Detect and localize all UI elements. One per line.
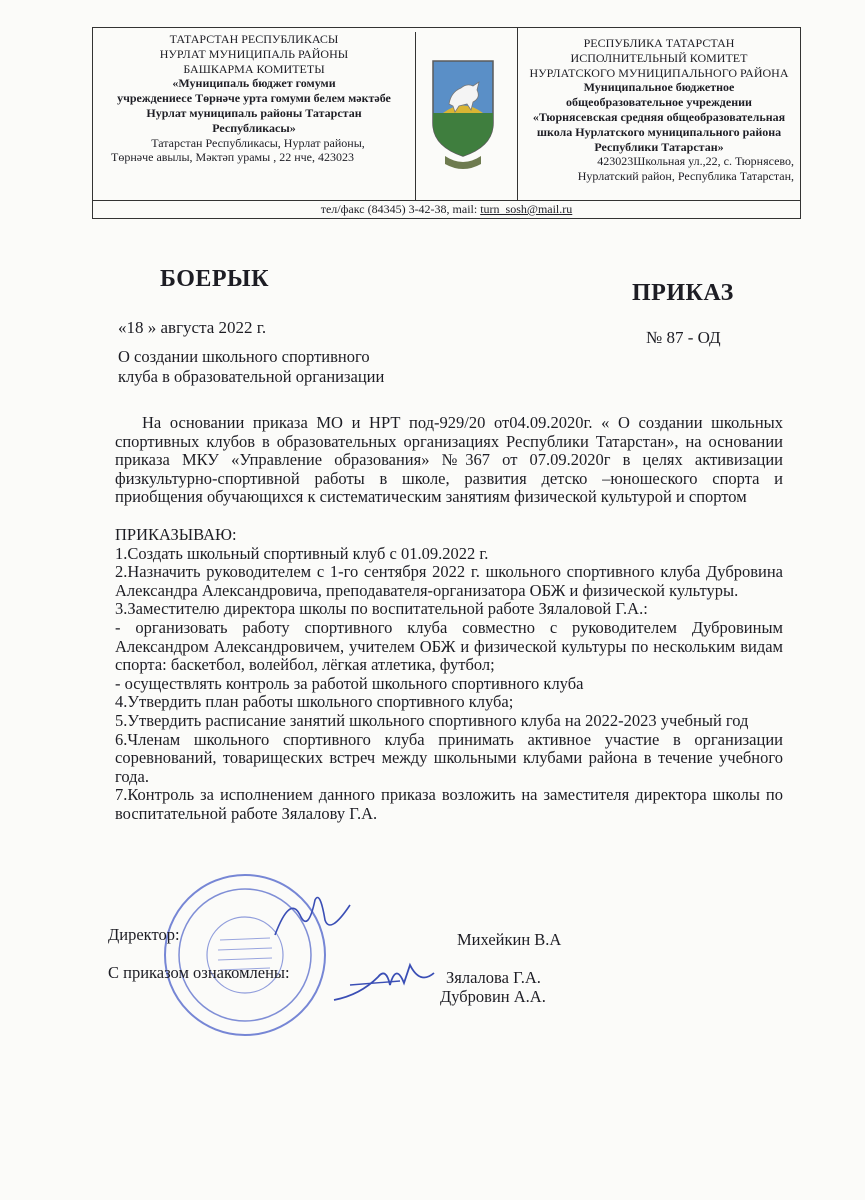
contact-line — [93, 202, 800, 217]
acknowledgement-label: С приказом ознакомлены: — [108, 963, 290, 982]
decree-item: 6.Членам школьного спортивного клуба принимать активное участие в организации соревнований, товарищеских встреч между школьными клубами района в течение учебного года. — [115, 729, 783, 786]
russian-line: ИСПОЛНИТЕЛЬНЫЙ КОМИТЕТ — [570, 50, 748, 65]
decree-item: - организовать работу спортивного клуба совместно с руководителем Дубровиным Александром Александровичем, учителем ОБЖ и физической культуры по нескольким видам спорта: баскетбол, волейбол, лёгкая атлетика, футбол; — [115, 617, 783, 675]
russian-address-line: Нурлатский район, Республика Татарстан, — [577, 169, 794, 184]
director-signature-icon — [270, 885, 360, 945]
header-divider — [93, 200, 800, 201]
decree-item: 2.Назначить руководителем с 1-го сентября 2022 г. школьного спортивного клуба Дубровина Александра Александровича, преподавателя-организатора ОБЖ и физической культуры. — [115, 562, 783, 600]
order-subject — [118, 347, 384, 387]
contact-email-link[interactable]: turn_sosh@mail.ru — [480, 202, 573, 216]
letterhead-tatar — [93, 32, 416, 200]
subject-line: клуба в образовательной организации — [118, 367, 385, 386]
decree-heading: ПРИКАЗЫВАЮ: — [115, 524, 237, 544]
order-number: № 87 - ОД — [646, 328, 721, 347]
tatar-line: БАШКАРМА КОМИТЕТЫ — [183, 61, 325, 76]
coat-of-arms-icon — [415, 28, 517, 200]
decree-item: 1.Создать школьный спортивный клуб с 01.09.2022 г. — [115, 543, 489, 563]
contact-phone: тел/факс (84345) 3-42-38, mail: — [320, 202, 481, 216]
russian-school-line: школа Нурлатского муниципального района — [536, 124, 782, 139]
intro-paragraph: На основании приказа МО и НРТ под-929/20 от04.09.2020г. « О создании школьных спортивных клубов в образовательных организациях Республики Татарстан», на основании приказа МКУ «Управление образования» №367 от 07.09.2020г в целях активизации физкультурно-спортивной работы в школе, развития детско –юношеского спорта и приобщения обучающихся к систематическим занятиям физической культурой и спортом — [115, 413, 783, 507]
decree-item: 4.Утвердить план работы школьного спортивного клуба; — [115, 692, 514, 712]
letterhead-russian — [518, 36, 800, 200]
russian-school-line: Республики Татарстан» — [594, 139, 724, 154]
subject-line: О создании школьного спортивного — [118, 347, 370, 366]
russian-school-line: общеобразовательное учреждении — [566, 95, 752, 110]
order-body — [115, 414, 783, 823]
tatar-line: ТАТАРСТАН РЕСПУБЛИКАСЫ — [169, 32, 339, 46]
title-russian: ПРИКАЗ — [632, 280, 734, 306]
tatar-school-line: учреждениесе Төрнәче урта гомуми белем мәктәбе — [117, 91, 391, 106]
letterhead — [92, 27, 801, 219]
title-tatar: БОЕРЫК — [160, 266, 270, 292]
tatar-address-line: Төрнәче авылы, Мәктәп урамы , 22 нче, 423023 — [111, 150, 354, 165]
tatar-line: НУРЛАТ МУНИЦИПАЛЬ РАЙОНЫ — [159, 46, 349, 61]
tatar-address-line: Татарстан Республикасы, Нурлат районы, — [151, 135, 365, 150]
acknowledged-name: Дубровин А.А. — [440, 987, 546, 1006]
tatar-school-line: Республикасы» — [212, 120, 296, 135]
decree-list — [115, 526, 783, 824]
decree-item: 5.Утвердить расписание занятий школьного спортивного клуба на 2022-2023 учебный год — [115, 710, 749, 730]
russian-school-line: Муниципальное бюджетное — [583, 80, 735, 95]
order-date: «18 » августа 2022 г. — [118, 318, 267, 337]
russian-line: НУРЛАТСКОГО МУНИЦИПАЛЬНОГО РАЙОНА — [529, 65, 789, 80]
russian-school-line: «Тюрнясевская средняя общеобразовательная — [532, 109, 786, 124]
russian-address-line: 423023Школьная ул.,22, с. Тюрнясево, — [597, 154, 794, 169]
director-label: Директор: — [108, 925, 180, 944]
decree-item: 7.Контроль за исполнением данного приказа возложить на заместителя директора школы по воспитательной работе Зялалову Г.А. — [115, 785, 783, 823]
tatar-school-line: «Муниципаль бюджет гомуми — [172, 76, 336, 91]
russian-line: РЕСПУБЛИКА ТАТАРСТАН — [583, 36, 735, 50]
director-name: Михейкин В.А — [457, 930, 562, 949]
acknowledged-name: Зялалова Г.А. — [446, 968, 541, 987]
tatar-school-line: Нурлат муниципаль районы Татарстан — [146, 105, 362, 120]
coat-of-arms — [415, 28, 518, 200]
decree-item: 3.Заместителю директора школы по воспитательной работе Зялаловой Г.А.: — [115, 599, 648, 619]
decree-item: - осуществлять контроль за работой школьного спортивного клуба — [115, 673, 584, 693]
acknowledgement-signature-icon — [330, 955, 440, 1010]
